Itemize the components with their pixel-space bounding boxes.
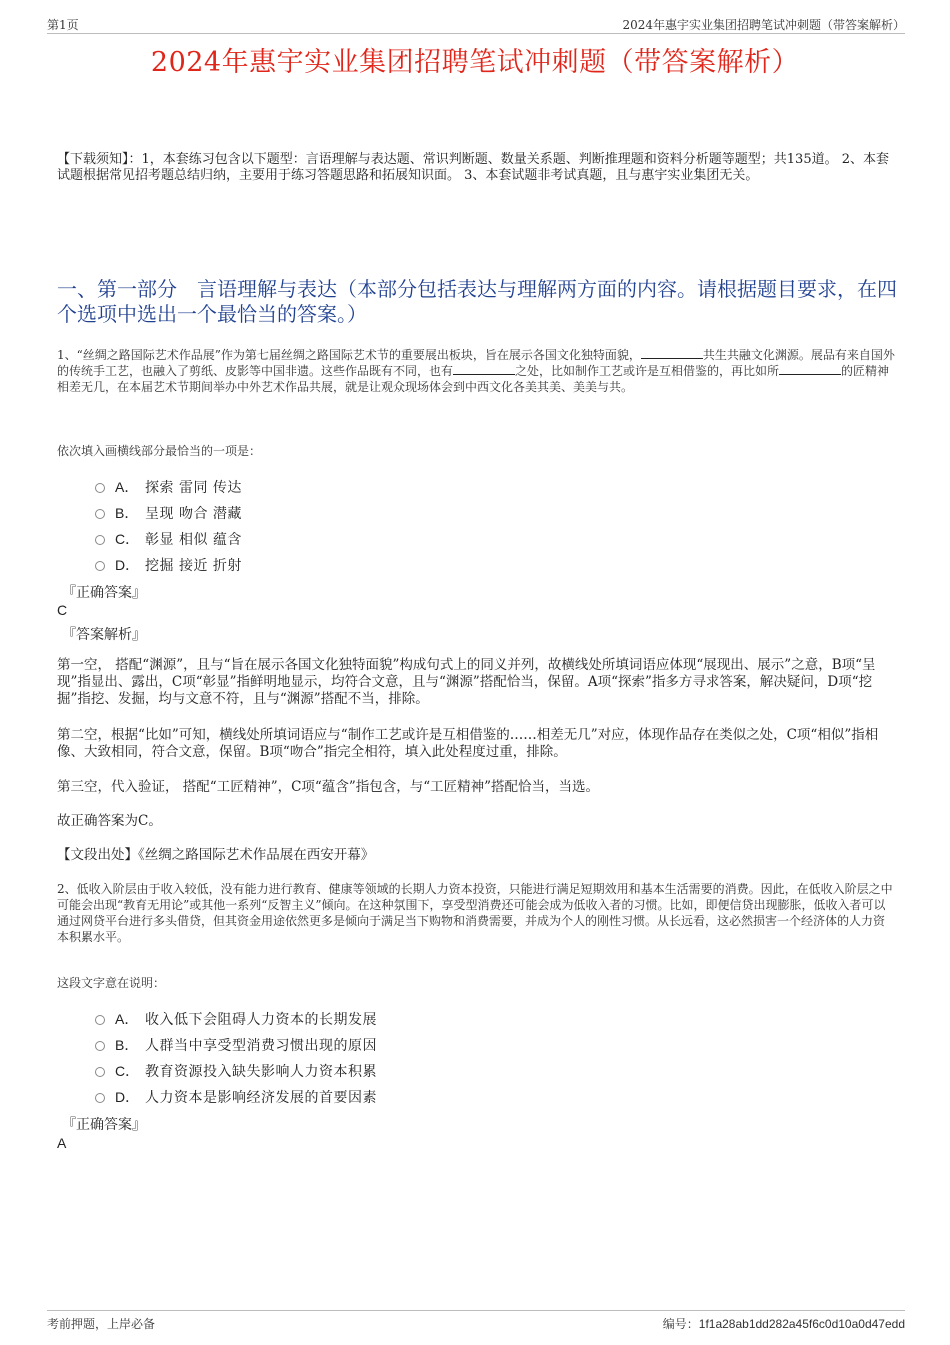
q1-answer-title: 『正确答案』	[62, 585, 146, 601]
blank-1	[641, 347, 703, 359]
radio-icon[interactable]	[95, 1041, 105, 1051]
page-footer	[47, 1310, 905, 1333]
radio-icon[interactable]	[95, 509, 105, 519]
radio-icon[interactable]	[95, 535, 105, 545]
radio-icon[interactable]	[95, 1015, 105, 1025]
blank-3	[779, 363, 841, 375]
q1-analysis-title: 『答案解析』	[62, 627, 146, 643]
radio-icon[interactable]	[95, 1067, 105, 1077]
header-doc-title: 2024年惠宇实业集团招聘笔试冲刺题（带答案解析）	[622, 18, 905, 32]
download-notice: 【下载须知】：1，本套练习包含以下题型：言语理解与表达题、常识判断题、数量关系题、判断推理题和资料分析题等题型；共135道。 2、本套试题根据常见招考题总结归纳，主要用于练习答题思路和拓展知识面。 3、本套试题非考试真题，且与惠宇实业集团无关。	[57, 152, 889, 183]
page-number: 第1页	[47, 18, 79, 32]
q1-answer: C	[57, 602, 68, 618]
question-1-stem: 1、“丝绸之路国际艺术作品展”作为第七届丝绸之路国际艺术节的重要展出板块，旨在展示各国文化独特面貌， 共生共融文化渊源。展品有来自国外的传统手工艺，也融入了剪纸、皮影等中国非遗。这些作品既有不同，也有 之处，比如制作工艺或许是互相借鉴的，再比如所 的匠精神相差无几，在本届艺术节期间举办中外艺术作品共展，就是让观众现场体会到中西文化各美其美、美美与共。	[57, 348, 895, 394]
radio-icon[interactable]	[95, 1093, 105, 1103]
blank-2	[453, 363, 515, 375]
question-2-prompt: 这段文字意在说明：	[57, 976, 166, 990]
q2-answer-title: 『正确答案』	[62, 1117, 146, 1133]
section-heading: 一、第一部分 言语理解与表达（本部分包括表达与理解两方面的内容。请根据题目要求，在四个选项中选出一个最恰当的答案。）	[57, 277, 897, 326]
page-header	[47, 13, 905, 34]
q1-analysis-para-2: 第二空，根据“比如”可知，横线处所填词语应与“制作工艺或许是互相借鉴的……相差无几”对应，体现作品存在类似之处，C项“相似”指相像、大致相同，符合文意，保留。B项“吻合”指完全相符，填入此处程度过重，排除。	[57, 727, 879, 760]
radio-icon[interactable]	[95, 561, 105, 571]
q1-analysis-conclusion: 故正确答案为C。	[57, 813, 162, 829]
question-1-prompt: 依次填入画横线部分最恰当的一项是：	[57, 444, 262, 458]
document-title: 2024年惠宇实业集团招聘笔试冲刺题（带答案解析）	[150, 47, 800, 78]
q2-answer: A	[57, 1135, 67, 1151]
question-2-stem: 2、低收入阶层由于收入较低，没有能力进行教育、健康等领域的长期人力资本投资，只能进行满足短期效用和基本生活需要的消费。因此，在低收入阶层之中可能会出现“教育无用论”或其他一系列“反智主义”倾向。在这种氛围下，享受型消费还可能会成为低收入者的习惯。比如，即便信贷出现膨胀，低收入者可以通过网贷平台进行多头借贷，但其资金用途依然更多是倾向于满足当下购物和消费需要，并成为个人的刚性习惯。从长远看，这必然损害一个经济体的人力资本积累水平。	[57, 882, 893, 944]
radio-icon[interactable]	[95, 483, 105, 493]
footer-doc-id: 编号：1f1a28ab1dd282a45f6c0d10a0d47edd	[662, 1317, 905, 1331]
q1-source: 【文段出处】《丝绸之路国际艺术作品展在西安开幕》	[57, 847, 375, 863]
q1-analysis-para-1: 第一空， 搭配“渊源”，且与“旨在展示各国文化独特面貌”构成句式上的同义并列，故横线处所填词语应体现“展现出、展示”之意，B项“呈现”指显出、露出，C项“彰显”指鲜明地显示，均符合文意，且与“渊源”搭配恰当，保留。A项“探索”指多方寻求答案，解决疑问，D项“挖掘”指挖、发掘，均与文意不符，且与“渊源”搭配不当，排除。	[57, 657, 876, 707]
q1-analysis-para-3: 第三空，代入验证， 搭配“工匠精神”，C项“蕴含”指包含，与“工匠精神”搭配恰当，当选。	[57, 779, 600, 795]
footer-slogan: 考前押题，上岸必备	[47, 1317, 156, 1331]
